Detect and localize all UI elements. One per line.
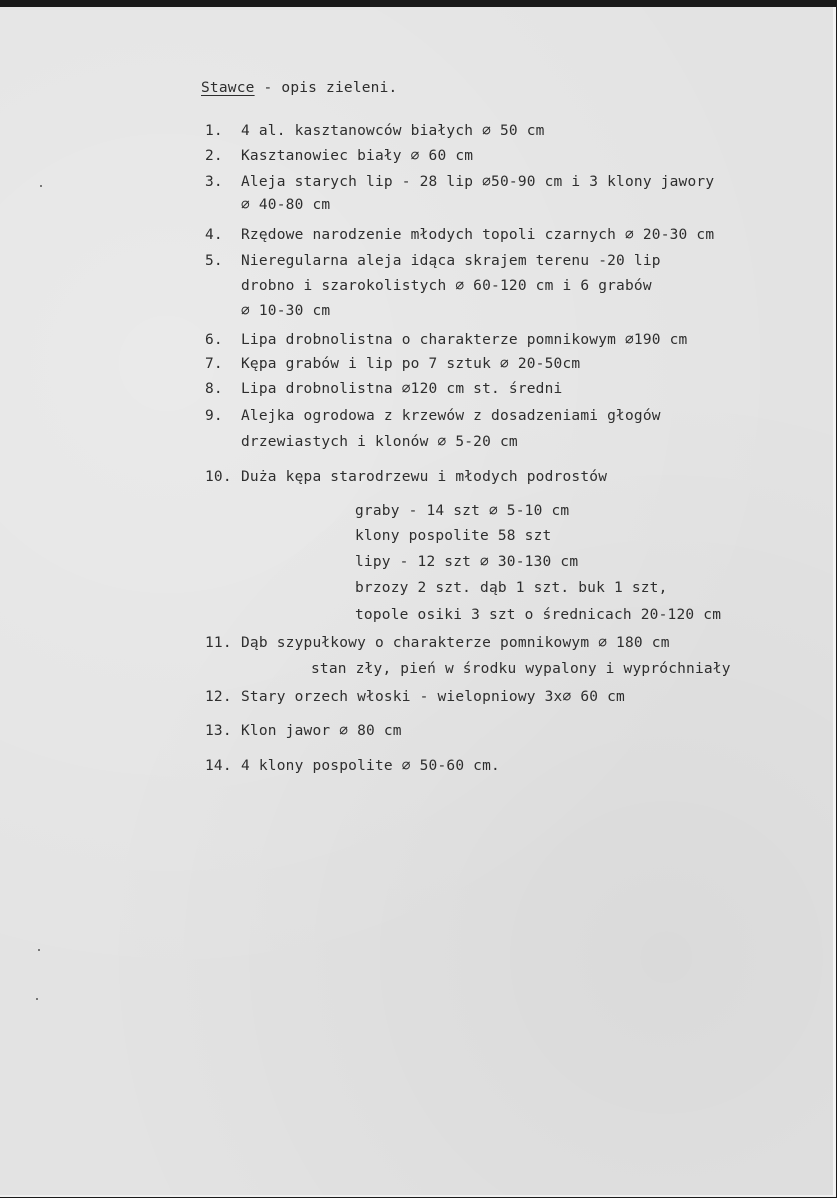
list-item bbox=[205, 122, 545, 140]
sub-item bbox=[355, 553, 578, 571]
list-item-continuation bbox=[311, 660, 731, 678]
item-text: stan zły, pień w środku wypalony i wypróchniały bbox=[311, 661, 731, 677]
item-text: 4 al. kasztanowców białych ∅ 50 cm bbox=[241, 123, 545, 139]
item-text: Kasztanowiec biały ∅ 60 cm bbox=[241, 148, 474, 164]
list-item bbox=[205, 757, 500, 775]
item-text: drobno i szarokolistych ∅ 60-120 cm i 6 grabów bbox=[241, 278, 652, 294]
item-text: Aleja starych lip - 28 lip ∅50-90 cm i 3 klony jawory bbox=[241, 174, 715, 190]
item-text: Alejka ogrodowa z krzewów z dosadzeniami głogów bbox=[241, 408, 661, 424]
item-text: Dąb szypułkowy o charakterze pomnikowym ∅ 180 cm bbox=[241, 635, 670, 651]
item-text: Klon jawor ∅ 80 cm bbox=[241, 723, 402, 739]
item-number: 8. bbox=[205, 381, 223, 397]
list-item bbox=[205, 634, 670, 652]
list-item bbox=[205, 355, 580, 373]
item-number: 2. bbox=[205, 148, 223, 164]
document-title bbox=[201, 79, 397, 97]
list-item bbox=[205, 173, 714, 191]
list-item-continuation bbox=[241, 302, 330, 320]
item-text: drzewiastych i klonów ∅ 5-20 cm bbox=[241, 434, 518, 450]
item-text: lipy - 12 szt ∅ 30-130 cm bbox=[355, 554, 579, 570]
list-item-continuation bbox=[241, 433, 518, 451]
item-text: klony pospolite 58 szt bbox=[355, 528, 552, 544]
list-item bbox=[205, 252, 661, 270]
list-item-continuation bbox=[241, 277, 652, 295]
list-item bbox=[205, 407, 661, 425]
item-number: 6. bbox=[205, 332, 223, 348]
item-number: 7. bbox=[205, 356, 223, 372]
list-item bbox=[205, 380, 562, 398]
item-number: 14. bbox=[205, 758, 232, 774]
document-page bbox=[0, 7, 836, 1197]
item-text: topole osiki 3 szt o średnicach 20-120 cm bbox=[355, 607, 722, 623]
item-number: 3. bbox=[205, 174, 223, 190]
item-number: 1. bbox=[205, 123, 223, 139]
item-number: 12. bbox=[205, 689, 232, 705]
item-text: Duża kępa starodrzewu i młodych podrostów bbox=[241, 469, 608, 485]
sub-item bbox=[355, 606, 721, 624]
item-number: 11. bbox=[205, 635, 232, 651]
item-number: 4. bbox=[205, 227, 223, 243]
list-item bbox=[205, 226, 714, 244]
item-text: Rzędowe narodzenie młodych topoli czarnych ∅ 20-30 cm bbox=[241, 227, 715, 243]
item-text: Lipa drobnolistna ∅120 cm st. średni bbox=[241, 381, 563, 397]
item-text: ∅ 40-80 cm bbox=[241, 197, 331, 213]
sub-item bbox=[355, 579, 668, 597]
paper-speck bbox=[36, 998, 38, 1000]
paper-speck bbox=[40, 185, 42, 187]
title-heading: Stawce bbox=[201, 80, 255, 96]
item-text: brzozy 2 szt. dąb 1 szt. buk 1 szt, bbox=[355, 580, 668, 596]
list-item-continuation bbox=[241, 196, 330, 214]
sub-item bbox=[355, 527, 551, 545]
title-rest: - opis zieleni. bbox=[254, 80, 398, 96]
list-item bbox=[205, 722, 402, 740]
item-text: 4 klony pospolite ∅ 50-60 cm. bbox=[241, 758, 500, 774]
list-item bbox=[205, 468, 607, 486]
item-text: Lipa drobnolistna o charakterze pomnikowym ∅190 cm bbox=[241, 332, 688, 348]
item-number: 5. bbox=[205, 253, 223, 269]
item-text: ∅ 10-30 cm bbox=[241, 303, 331, 319]
item-text: Stary orzech włoski - wielopniowy 3x∅ 60 cm bbox=[241, 689, 625, 705]
list-item bbox=[205, 147, 473, 165]
item-number: 13. bbox=[205, 723, 232, 739]
item-text: graby - 14 szt ∅ 5-10 cm bbox=[355, 503, 570, 519]
item-number: 10. bbox=[205, 469, 232, 485]
item-number: 9. bbox=[205, 408, 223, 424]
item-text: Nieregularna aleja idąca skrajem terenu -20 lip bbox=[241, 253, 661, 269]
sub-item bbox=[355, 502, 569, 520]
list-item bbox=[205, 331, 688, 349]
item-text: Kępa grabów i lip po 7 sztuk ∅ 20-50cm bbox=[241, 356, 581, 372]
paper-speck bbox=[38, 949, 40, 951]
list-item bbox=[205, 688, 625, 706]
